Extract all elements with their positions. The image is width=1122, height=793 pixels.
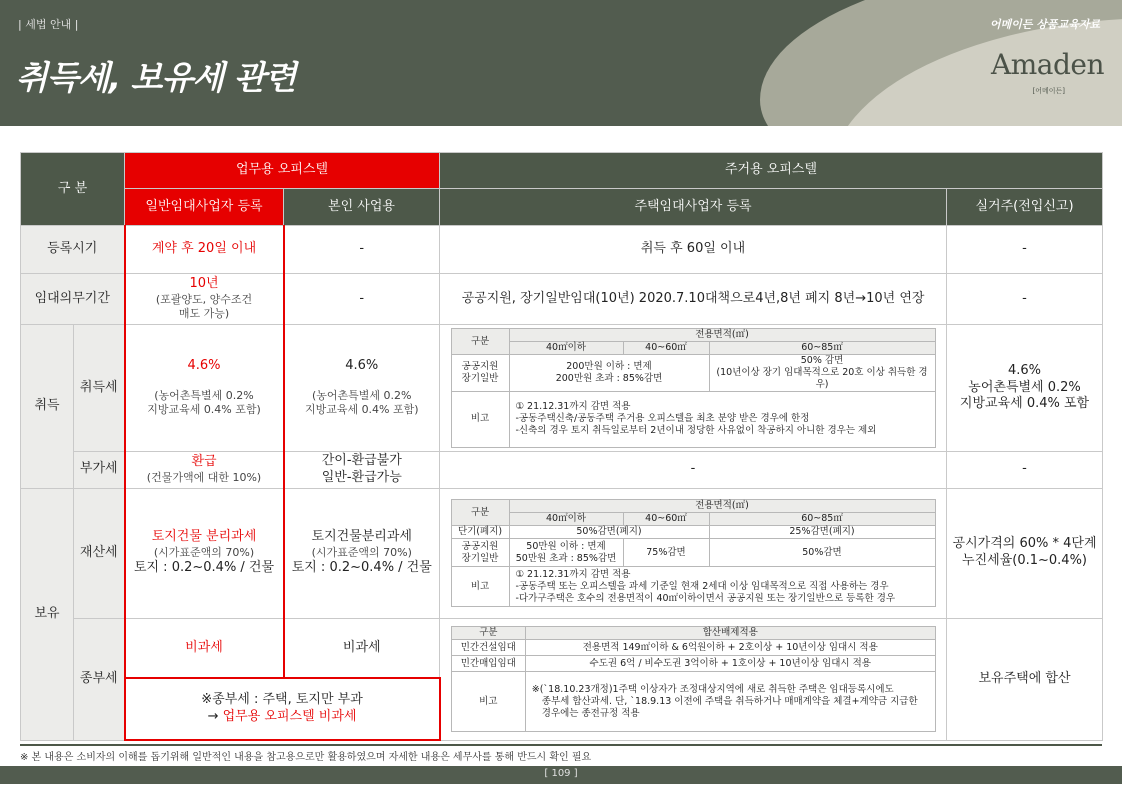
sub-cell: 75%감면: [623, 539, 709, 567]
cell-general-property: [125, 488, 284, 618]
table-row: [21, 452, 1103, 489]
sub-note-line: -공동주택 또는 오피스텔을 과세 기준일 현재 2세대 이상 임대목적으로 직접 사용하는 경우: [515, 580, 889, 592]
vat-own-line: 일반-환급가능: [321, 469, 402, 485]
sub-row-label: 민간건설임대: [451, 640, 525, 656]
table-row: [21, 488, 1103, 618]
comprehensive-note-line: ※종부세 : 주택, 토지만 부과: [201, 692, 363, 708]
cell-housing-registration: 취득 후 60일 이내: [440, 226, 947, 274]
comprehensive-note-line: [128, 709, 437, 726]
arrow-prefix: →: [207, 709, 223, 725]
header-actual-residence: 실거주(전입신고): [947, 189, 1103, 226]
comprehensive-note-highlight: 업무용 오피스텔 비과세: [222, 709, 357, 725]
sub-cell: [509, 539, 623, 567]
table-row: [21, 226, 1103, 274]
residence-property-line: 공시가격의 60% * 4단계: [952, 536, 1097, 552]
rental-obligation-sub: (포괄양도, 양수조건: [155, 293, 253, 307]
sub-note-line: ① 21.12.31까지 감면 적용: [515, 401, 631, 413]
cell-own-comprehensive: 비과세: [284, 618, 440, 678]
acquisition-note: (농어촌특별세 0.2%: [154, 389, 254, 403]
row-label-comprehensive-tax: 종부세: [74, 618, 125, 740]
cell-housing-comprehensive: [440, 618, 947, 740]
sub-cell: [709, 355, 935, 392]
sub-note: [509, 567, 935, 607]
header-own-business: 본인 사업용: [284, 189, 440, 226]
sub-header: 구분: [451, 329, 509, 355]
row-label-property-tax: 재산세: [74, 488, 125, 618]
table-row: [21, 274, 1103, 325]
cell-housing-acquisition: [440, 325, 947, 452]
cell-own-vat: [284, 452, 440, 489]
sub-cell-line: (10년이상 장기 임대목적으로 20호 이상 취득한 경: [716, 366, 928, 378]
cell-general-acquisition: [125, 325, 284, 452]
sub-cell: 25%감면(폐지): [709, 526, 935, 539]
sub-note: [525, 672, 935, 732]
cell-residence-comprehensive: 보유주택에 합산: [947, 618, 1103, 740]
sub-cell-line: 50만원 초과 : 85%감면: [515, 552, 617, 564]
cell-residence-rental-obligation: -: [947, 274, 1103, 325]
sub-row-label: 공공지원 장기일반: [451, 355, 509, 392]
sub-cell-line: 50만원 이하 : 면제: [526, 540, 606, 552]
acquisition-reduction-table: [451, 328, 936, 447]
sub-note-line: ※(`18.10.23개정)1주택 이상자가 조정대상지역에 새로 취득한 주택은 임대등록시에도: [531, 683, 894, 695]
cell-housing-vat: -: [440, 452, 947, 489]
sub-cell: 50%감면(폐지): [509, 526, 709, 539]
row-group-holding: 보유: [21, 488, 74, 740]
property-own-line: 토지건물분리과세: [311, 529, 412, 545]
property-reduction-table: [451, 499, 936, 607]
vat-own-line: 간이-환급불가: [321, 453, 402, 468]
cell-housing-property: [440, 488, 947, 618]
header-category: 구 분: [21, 153, 125, 226]
cell-own-rental-obligation: -: [284, 274, 440, 325]
cell-comprehensive-note: [125, 678, 440, 740]
row-label-acquisition-tax: 취득세: [74, 325, 125, 452]
sub-header: 전용면적(㎡): [509, 329, 935, 342]
sub-note-line: ① 21.12.31까지 감면 적용: [515, 568, 631, 580]
cell-general-vat: [125, 452, 284, 489]
sub-note-line: 종부세 합산과세. 단, `18.9.13 이전에 주택을 취득하거나 매매계약을 체결+계약금 지급한: [541, 695, 918, 707]
rental-obligation-main: 10년: [189, 276, 219, 292]
table-row: [21, 618, 1103, 678]
cell-residence-vat: -: [947, 452, 1103, 489]
sub-note-line: -다가구주택은 호수의 전용면적이 40㎡이하이면서 공공지원 또는 장기일반으로 등록한 경우: [515, 592, 896, 604]
header-housing-rental: 주택임대사업자 등록: [440, 189, 947, 226]
property-general-line: 토지건물 분리과세: [151, 529, 257, 545]
page-header: [0, 0, 1122, 126]
sub-header: 60~85㎡: [709, 513, 935, 526]
sub-row-label: 공공지원 장기일반: [451, 539, 509, 567]
sub-note-line: -공동주택신축/공동주택 주거용 오피스텔을 최초 분양 받은 경우에 한정: [515, 413, 810, 425]
sub-row-label: 단기(폐지): [451, 526, 509, 539]
sub-cell: 수도권 6억 / 비수도권 3억이하 + 1호이상 + 10년이상 임대시 적용: [525, 656, 935, 672]
sub-row-label: 비고: [451, 391, 509, 447]
residence-acquisition-line: 지방교육세 0.4% 포함: [959, 396, 1090, 412]
table-row: [21, 325, 1103, 452]
comprehensive-exclusion-table: [451, 626, 936, 732]
sub-row-label: 비고: [451, 672, 525, 732]
sub-header: 구분: [451, 500, 509, 526]
acquisition-note: 지방교육세 0.4% 포함): [304, 403, 419, 417]
property-general-line: 토지 : 0.2~0.4% / 건물: [133, 560, 275, 576]
sub-header: 40㎡이하: [509, 513, 623, 526]
sub-row-label: 비고: [451, 567, 509, 607]
sub-cell: 전용면적 149㎡이하 & 6억원이하 + 2호이상 + 10년이상 임대시 적용: [525, 640, 935, 656]
header-general-rental: 일반임대사업자 등록: [125, 189, 284, 226]
cell-housing-rental-obligation: 공공지원, 장기일반임대(10년) 2020.7.10대책으로4년,8년 폐지 8년→10년 연장: [440, 274, 947, 325]
sub-cell-line: 우): [815, 378, 829, 390]
row-group-acquisition: 취득: [21, 325, 74, 489]
table-bottom-rule: [20, 744, 1102, 746]
cell-own-acquisition: [284, 325, 440, 452]
sub-header: 60~85㎡: [709, 342, 935, 355]
acquisition-note: 지방교육세 0.4% 포함): [147, 403, 261, 417]
brand-logo: Amaden: [991, 48, 1104, 81]
sub-header: 구분: [451, 627, 525, 640]
row-label-registration: 등록시기: [21, 226, 125, 274]
rental-obligation-sub: 매도 가능): [178, 307, 230, 321]
vat-sub: (건물가액에 대한 10%): [146, 471, 262, 485]
sub-header: 40~60㎡: [623, 513, 709, 526]
section-tag: | 세법 안내 |: [18, 18, 79, 31]
page-title: 취득세, 보유세 관련: [16, 58, 296, 97]
acquisition-note: (농어촌특별세 0.2%: [312, 389, 412, 403]
property-own-line: (시가표준액의 70%): [311, 546, 412, 560]
footnote: ※ 본 내용은 소비자의 이해를 돕기위해 일반적인 내용을 참고용으로만 활용하였으며 자세한 내용은 세무사를 통해 반드시 확인 필요: [20, 752, 592, 763]
brand-logo-sub: [어메이든]: [1032, 87, 1065, 95]
cell-general-registration: 계약 후 20일 이내: [125, 226, 284, 274]
header-residential-officetel: 주거용 오피스텔: [440, 153, 1103, 189]
residence-acquisition-line: 농어촌특별세 0.2%: [968, 379, 1081, 395]
residence-acquisition-line: 4.6%: [1008, 362, 1042, 378]
page-number: [ 109 ]: [544, 768, 578, 779]
sub-cell-line: 200만원 이하 : 면제: [566, 361, 652, 372]
sub-header: 40~60㎡: [623, 342, 709, 355]
cell-general-comprehensive: 비과세: [125, 618, 284, 678]
acquisition-rate: 4.6%: [187, 358, 221, 374]
cell-own-registration: -: [284, 226, 440, 274]
header-business-officetel: 업무용 오피스텔: [125, 153, 440, 189]
sub-note: [509, 391, 935, 447]
sub-header: 합산배제적용: [525, 627, 935, 640]
vat-main: 환급: [191, 454, 217, 470]
cell-general-rental-obligation: [125, 274, 284, 325]
sub-note-line: 경우에는 종전규정 적용: [541, 707, 640, 719]
acquisition-rate: 4.6%: [345, 358, 379, 374]
sub-header: 40㎡이하: [509, 342, 623, 355]
document-tag: 어메이든 상품교육자료: [989, 18, 1100, 31]
cell-residence-property: [947, 488, 1103, 618]
sub-cell-line: 50% 감면: [800, 355, 844, 367]
sub-row-label: 민간매입임대: [451, 656, 525, 672]
sub-header: 전용면적(㎡): [509, 500, 935, 513]
cell-own-property: [284, 488, 440, 618]
tax-comparison-table: [20, 152, 1103, 741]
row-label-vat: 부가세: [74, 452, 125, 489]
sub-cell: 50%감면: [709, 539, 935, 567]
property-own-line: 토지 : 0.2~0.4% / 건물: [291, 560, 432, 576]
sub-cell: [509, 355, 709, 392]
cell-residence-acquisition: [947, 325, 1103, 452]
sub-note-line: -신축의 경우 토지 취득일로부터 2년이내 정당한 사유없이 착공하지 아니한 경우는 제외: [515, 425, 877, 437]
cell-residence-registration: -: [947, 226, 1103, 274]
sub-cell-line: 200만원 초과 : 85%감면: [555, 372, 663, 384]
property-general-line: (시가표준액의 70%): [153, 546, 255, 560]
row-label-rental-obligation: 임대의무기간: [21, 274, 125, 325]
residence-property-line: 누진세율(0.1~0.4%): [962, 553, 1088, 569]
